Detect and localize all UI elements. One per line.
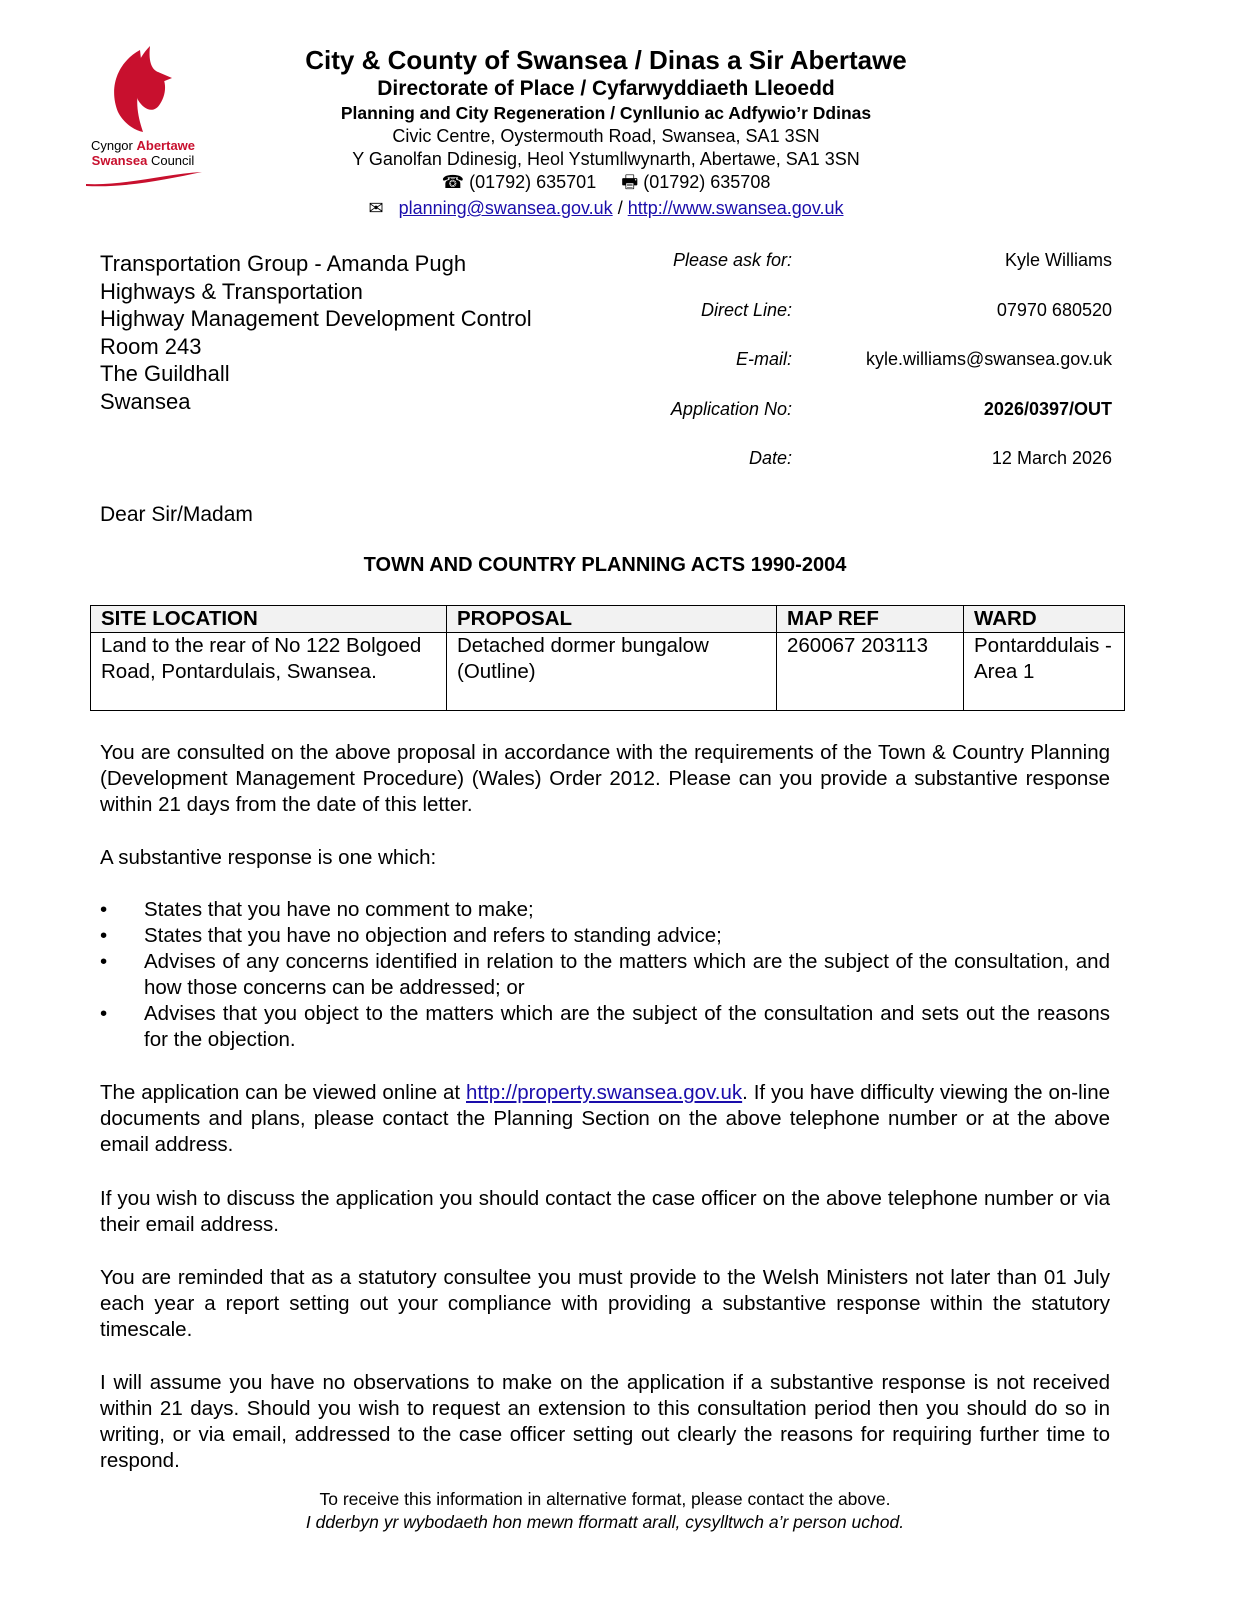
recipient-address: [100, 250, 532, 415]
contact-links: [250, 197, 962, 220]
address-line: Room 243: [100, 333, 202, 359]
application-number: 2026/0397/OUT: [983, 398, 1112, 419]
list-item: • Advises of any concerns identified in relation to the matters which are the subject of the consultation, and how those concerns can be addressed; or: [100, 949, 1110, 1001]
info-label: E-mail:: [735, 349, 792, 369]
proposal: Detached dormer bungalow (Outline): [447, 633, 777, 711]
list-item: • States that you have no comment to make;: [100, 897, 1110, 923]
info-row: [560, 349, 1112, 399]
department: Planning and City Regeneration / Cynllunio ac Adfywio’r Ddinas: [340, 103, 872, 123]
application-table: [90, 605, 1125, 711]
table-row: [91, 633, 1125, 711]
website-link[interactable]: http://www.swansea.gov.uk: [627, 198, 844, 218]
address-english: Civic Centre, Oystermouth Road, Swansea, SA1 3SN: [392, 126, 820, 146]
info-label: Please ask for:: [672, 250, 792, 270]
info-row: [560, 399, 1112, 449]
info-label: Application No:: [670, 398, 792, 419]
paragraph-consultation: You are consulted on the above proposal in accordance with the requirements of the Town & Country Planning (Development Management Procedure) (Wales) Order 2012. Please can you provide a substantive response within 21 days from the date of this letter.: [100, 741, 1110, 816]
salutation: Dear Sir/Madam: [100, 503, 253, 526]
phoenix-icon: [78, 42, 208, 137]
site-location: Land to the rear of No 122 Bolgoed Road, Pontardulais, Swansea.: [91, 633, 447, 711]
property-link[interactable]: http://property.swansea.gov.uk: [466, 1081, 743, 1104]
map-ref: 260067 203113: [777, 633, 964, 711]
column-header: WARD: [964, 606, 1125, 633]
address-line: Transportation Group - Amanda Pugh: [100, 251, 467, 276]
address-line: Highways & Transportation: [100, 278, 363, 304]
letter-date: 12 March 2026: [991, 448, 1112, 468]
table-header-row: [91, 606, 1125, 633]
footer-english: To receive this information in alternative format, please contact the above.: [319, 1489, 891, 1509]
list-item: • Advises that you object to the matters which are the subject of the consultation and sets out the reasons for the objection.: [100, 1001, 1110, 1053]
paragraph-discuss: If you wish to discuss the application you should contact the case officer on the above telephone number or via their email address.: [100, 1187, 1110, 1236]
email-link[interactable]: planning@swansea.gov.uk: [398, 198, 613, 218]
letterhead: [250, 44, 962, 220]
phone-number: (01792) 635701: [469, 172, 597, 192]
address-line: Highway Management Development Control: [100, 306, 532, 331]
footer-welsh: I dderbyn yr wybodaeth hon mewn fformatt arall, cysylltwch a’r person uchod.: [305, 1512, 905, 1532]
ward: Pontarddulais - Area 1: [964, 633, 1125, 711]
info-label: Direct Line:: [700, 299, 792, 320]
fax-icon: 🖶: [621, 172, 639, 192]
paragraph-reminder: You are reminded that as a statutory consultee you must provide to the Welsh Ministers not later than 01 July each year a report setting out your compliance with providing a substantive response within the statutory timescale.: [100, 1266, 1110, 1341]
envelope-icon: ✉: [368, 198, 384, 218]
fax-number: (01792) 635708: [643, 172, 771, 192]
response-criteria-list: [100, 897, 1110, 1053]
info-value: kyle.williams@swansea.gov.uk: [865, 349, 1112, 369]
phone-icon: ☎: [441, 172, 465, 192]
column-header: MAP REF: [777, 606, 964, 633]
paragraph-substantive: A substantive response is one which:: [100, 846, 437, 869]
info-row: [560, 448, 1112, 498]
address-line: Swansea: [100, 388, 191, 414]
info-row: [560, 300, 1112, 350]
info-label: Date:: [748, 448, 792, 468]
reference-info: [560, 250, 1112, 498]
footer: [200, 1488, 1010, 1534]
directorate: Directorate of Place / Cyfarwyddiaeth Lleoedd: [377, 77, 835, 100]
logo-text-welsh: Cyngor Abertawe: [90, 138, 196, 153]
text: . If you have difficulty viewing the on-line documents and plans, please contact the Planning Section on the above telephone number or at the above email address.: [100, 1081, 1110, 1156]
logo-text-english: Swansea Council: [91, 153, 195, 168]
paragraph-assume: I will assume you have no observations to make on the application if a substantive response is not received within 21 days. Should you wish to request an extension to this consultation period then you should do so in writing, or via email, addressed to the case officer setting out clearly the reasons for requiring further time to respond.: [100, 1371, 1110, 1472]
separator: /: [617, 198, 623, 218]
address-line: The Guildhall: [100, 361, 230, 386]
list-item: • States that you have no objection and refers to standing advice;: [100, 923, 1110, 949]
logo-swoosh: [84, 170, 204, 188]
paragraph-view-online: [100, 1080, 1110, 1158]
info-value: 07970 680520: [996, 299, 1112, 320]
text: The application can be viewed online at: [100, 1081, 466, 1104]
heading: TOWN AND COUNTRY PLANNING ACTS 1990-2004: [363, 554, 847, 576]
council-name: City & County of Swansea / Dinas a Sir Abertawe: [305, 45, 907, 75]
phone-fax-line: [250, 171, 962, 194]
info-value: Kyle Williams: [1004, 250, 1112, 270]
column-header: PROPOSAL: [447, 606, 777, 633]
column-header: SITE LOCATION: [91, 606, 447, 633]
swansea-council-logo: [78, 42, 208, 192]
info-row: [560, 250, 1112, 300]
address-welsh: Y Ganolfan Ddinesig, Heol Ystumllwynarth, Abertawe, SA1 3SN: [352, 149, 860, 169]
